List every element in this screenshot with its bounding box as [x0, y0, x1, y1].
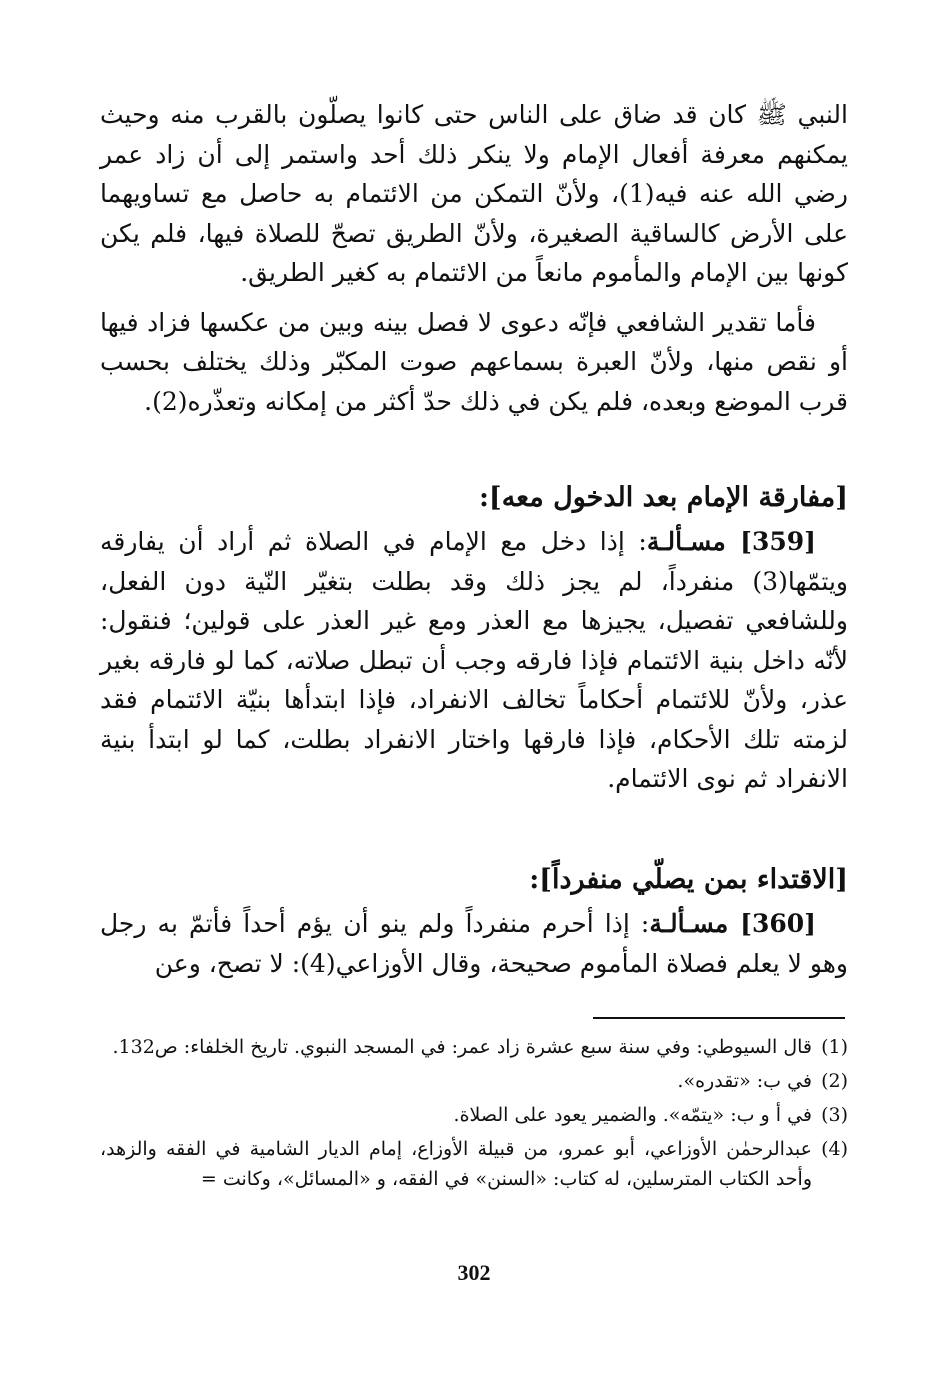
issue-number: [360] مسـألـة	[649, 909, 817, 938]
section-heading: [الاقتداء بمن يصلّي منفرداً]:	[529, 864, 848, 895]
section-body	[100, 904, 848, 983]
footnotes	[100, 1032, 848, 1198]
issue-number: [359] مسـألـة	[646, 527, 817, 556]
paragraph-1: النبي ﷺ كان قد ضاق على الناس حتى كانوا يصلّون بالقرب منه وحيث يمكنهم معرفة أفعال الإمام ولا ينكر ذلك أحد واستمر إلى أن زاد عمر رضي الله عنه فيه(1)، ولأنّ التمكن من الائتمام به حاصل مع تساويهما على الأرض كالساقية الصغيرة، ولأنّ الطريق تصحّ للصلاة فيها، فلم يكن كونها بين الإمام والمأموم مانعاً من الائتمام به كغير الطريق.	[100, 100, 848, 287]
section-359	[100, 478, 848, 799]
issue-text: : إذا دخل مع الإمام في الصلاة ثم أراد أن يفارقه ويتمّها(3) منفرداً، لم يجز ذلك وقد بطلت بتغيّر النّية دون الفعل، وللشافعي تفصيل، يجيزها مع العذر ومع غير العذر على قولين؛ فنقول: لأنّه داخل بنية الائتمام فإذا فارقه وجب أن تبطل صلاته، كما لو فارقه بغير عذر، ولأنّ للائتمام أحكاماً تخالف الانفراد، فإذا ابتدأها بنيّة الائتمام فقد لزمته تلك الأحكام، فإذا فارقها واختار الانفراد بطلت، كما لو ابتدأ بنية الانفراد ثم نوى الائتمام.	[100, 527, 848, 793]
footnote-separator	[593, 1017, 845, 1019]
footnote-number: (3)	[821, 1104, 848, 1126]
footnote-number: (2)	[821, 1070, 848, 1092]
footnote-text: قال السيوطي: وفي سنة سبع عشرة زاد عمر: في المسجد النبوي. تاريخ الخلفاء: ص132.	[112, 1036, 812, 1058]
section-body	[100, 522, 848, 799]
paragraph-2: فأما تقدير الشافعي فإنّه دعوى لا فصل بينه وبين من عكسها فزاد فيها أو نقص منها، ولأنّ العبرة بسماعهم صوت المكبّر وذلك يختلف بحسب قرب الموضع وبعده، فلم يكن في ذلك حدّ أكثر من إمكانه وتعذّره(2).	[100, 307, 848, 416]
section-360	[100, 860, 848, 983]
issue-text: : إذا أحرم منفرداً ولم ينو أن يؤم أحداً فأتمّ به رجل وهو لا يعلم فصلاة المأموم صحيحة، وقال الأوزاعي(4): لا تصح، وعن	[100, 909, 848, 978]
page-number: 302	[457, 1260, 491, 1285]
footnote-item	[100, 1066, 848, 1096]
footnote-item	[100, 1100, 848, 1130]
footnote-number: (1)	[821, 1036, 848, 1058]
footnote-item	[100, 1032, 848, 1062]
section-heading: [مفارقة الإمام بعد الدخول معه]:	[478, 482, 848, 513]
footnote-number: (4)	[821, 1138, 848, 1160]
footnote-text: عبدالرحمٰن الأوزاعي، أبو عمرو، من قبيلة الأوزاع، إمام الديار الشامية في الفقه والزهد، وأحد الكتاب المترسلين، له كتاب: «السنن» في الفقه، و «المسائل»، وكانت =	[100, 1138, 812, 1190]
body-text-top	[100, 95, 848, 421]
footnote-item	[100, 1134, 848, 1194]
footnote-text: في ب: «تقدره».	[677, 1070, 812, 1092]
footnote-text: في أ و ب: «يتمّه». والضمير يعود على الصلاة.	[453, 1104, 812, 1126]
